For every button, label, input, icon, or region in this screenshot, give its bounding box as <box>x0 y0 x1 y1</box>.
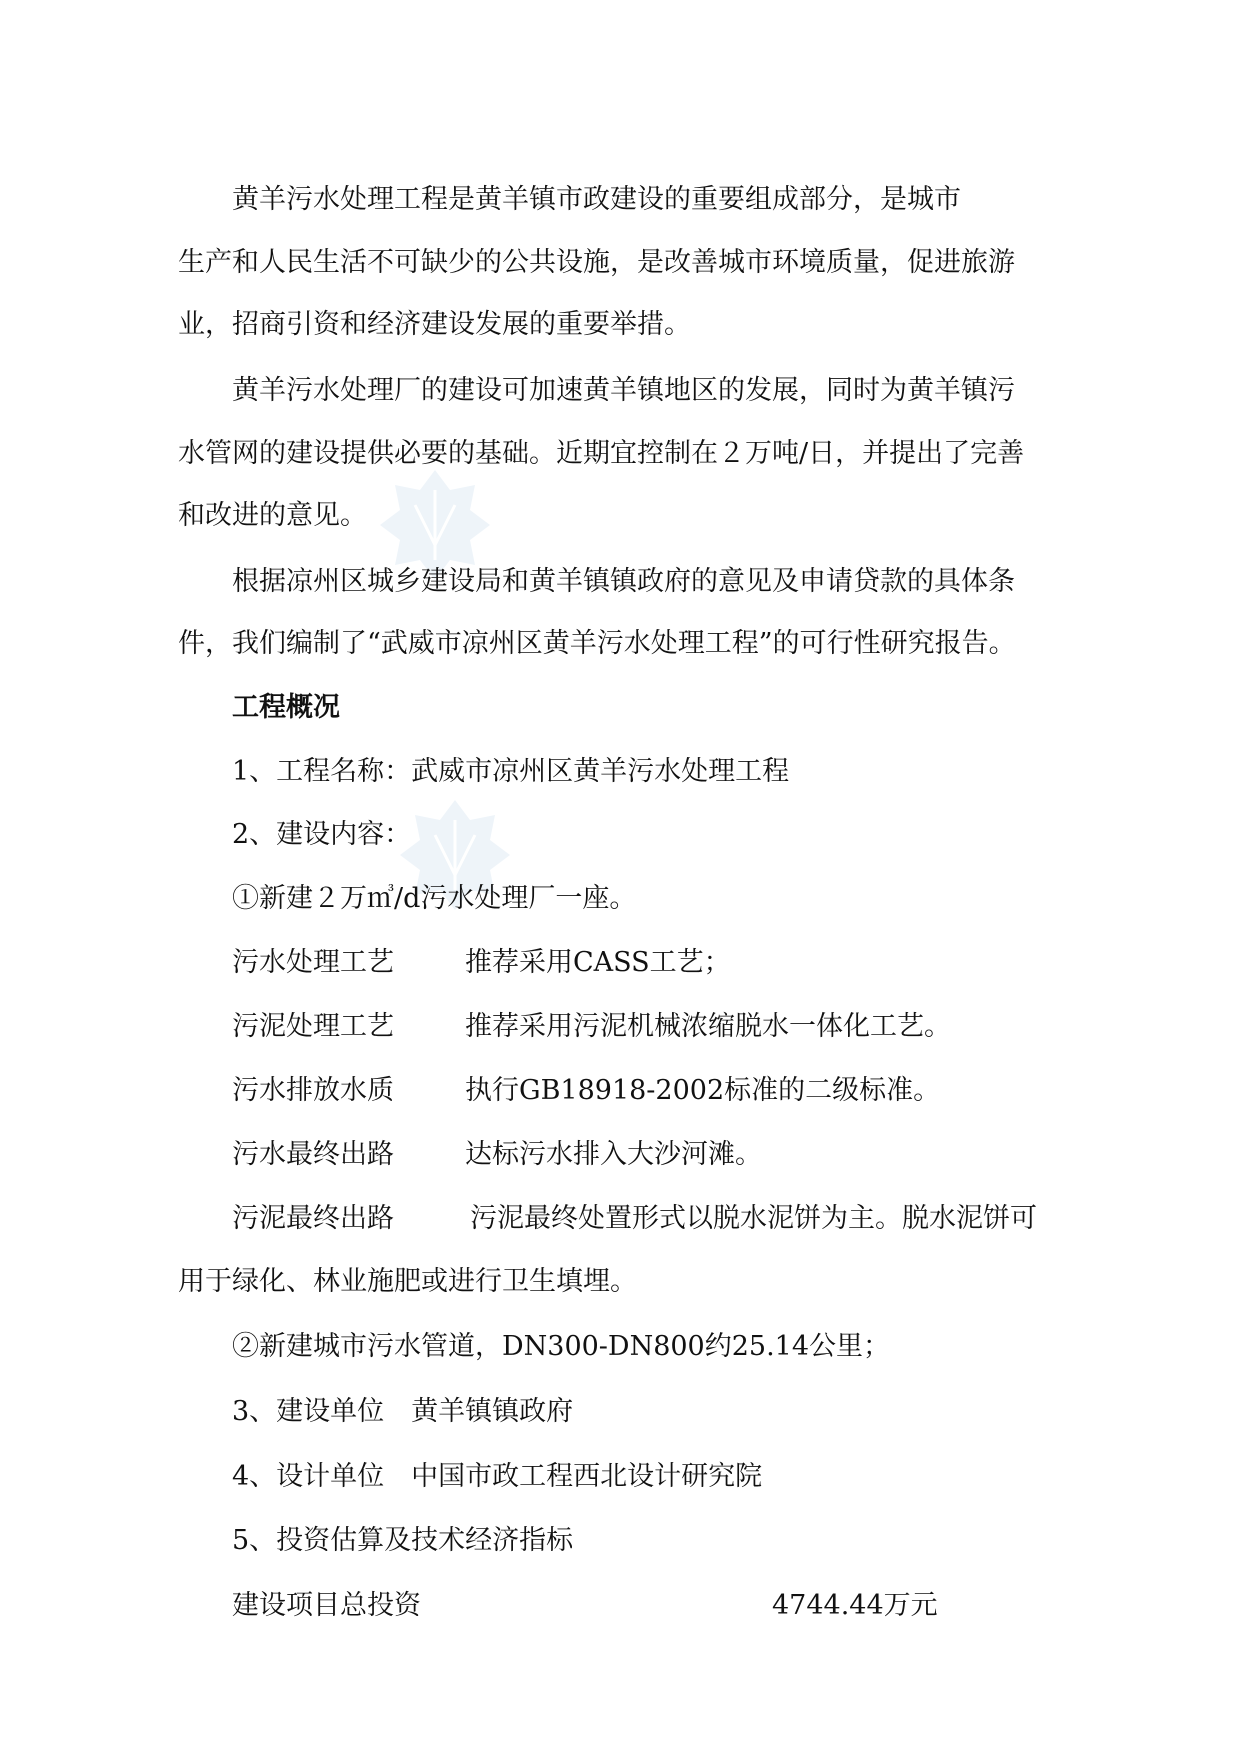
builder-item: 3、建设单位 黄羊镇镇政府 <box>232 1396 574 1427</box>
spec-label: 污泥最终出路 <box>232 1203 394 1234</box>
plant-item: ①新建２万㎥/d污水处理厂一座。 <box>232 883 637 914</box>
spec-label: 污水处理工艺 <box>232 947 394 978</box>
spec-label: 污泥处理工艺 <box>232 1011 394 1042</box>
spec-value: 推荐采用污泥机械浓缩脱水一体化工艺。 <box>465 1011 951 1042</box>
investment-heading: 5、投资估算及技术经济指标 <box>232 1525 574 1556</box>
total-investment-label: 建设项目总投资 <box>232 1590 421 1621</box>
paragraph-text: 业，招商引资和经济建设发展的重要举措。 <box>178 309 691 340</box>
paragraph-text: 黄羊污水处理工程是黄羊镇市政建设的重要组成部分，是城市 <box>232 184 961 215</box>
paragraph-text: 生产和人民生活不可缺少的公共设施，是改善城市环境质量，促进旅游 <box>178 247 1015 278</box>
section-heading: 工程概况 <box>232 692 340 723</box>
spec-label: 污水最终出路 <box>232 1139 394 1170</box>
pipe-item: ②新建城市污水管道，DN300-DN800约25.14公里； <box>232 1331 891 1362</box>
paragraph-text: 水管网的建设提供必要的基础。近期宜控制在２万吨/日，并提出了完善 <box>178 438 1025 469</box>
spec-value: 推荐采用CASS工艺； <box>465 947 731 978</box>
designer-item: 4、设计单位 中国市政工程西北设计研究院 <box>232 1461 763 1492</box>
paragraph-text: 根据凉州区城乡建设局和黄羊镇镇政府的意见及申请贷款的具体条 <box>232 566 1015 597</box>
spec-value: 执行GB18918-2002标准的二级标准。 <box>465 1075 941 1106</box>
paragraph-text: 件，我们编制了“武威市凉州区黄羊污水处理工程”的可行性研究报告。 <box>178 628 1016 659</box>
paragraph-text: 和改进的意见。 <box>178 500 367 531</box>
paragraph-text: 黄羊污水处理厂的建设可加速黄羊镇地区的发展，同时为黄羊镇污 <box>232 375 1015 406</box>
total-investment-value: 4744.44万元 <box>772 1590 938 1621</box>
spec-value: 污泥最终处置形式以脱水泥饼为主。脱水泥饼可 <box>470 1203 1037 1234</box>
spec-value: 达标污水排入大沙河滩。 <box>465 1139 762 1170</box>
construction-content-label: 2、建设内容： <box>232 819 412 850</box>
spec-label: 污水排放水质 <box>232 1075 394 1106</box>
spec-continuation: 用于绿化、林业施肥或进行卫生填埋。 <box>178 1266 637 1297</box>
project-name: 1、工程名称：武威市凉州区黄羊污水处理工程 <box>232 756 790 787</box>
